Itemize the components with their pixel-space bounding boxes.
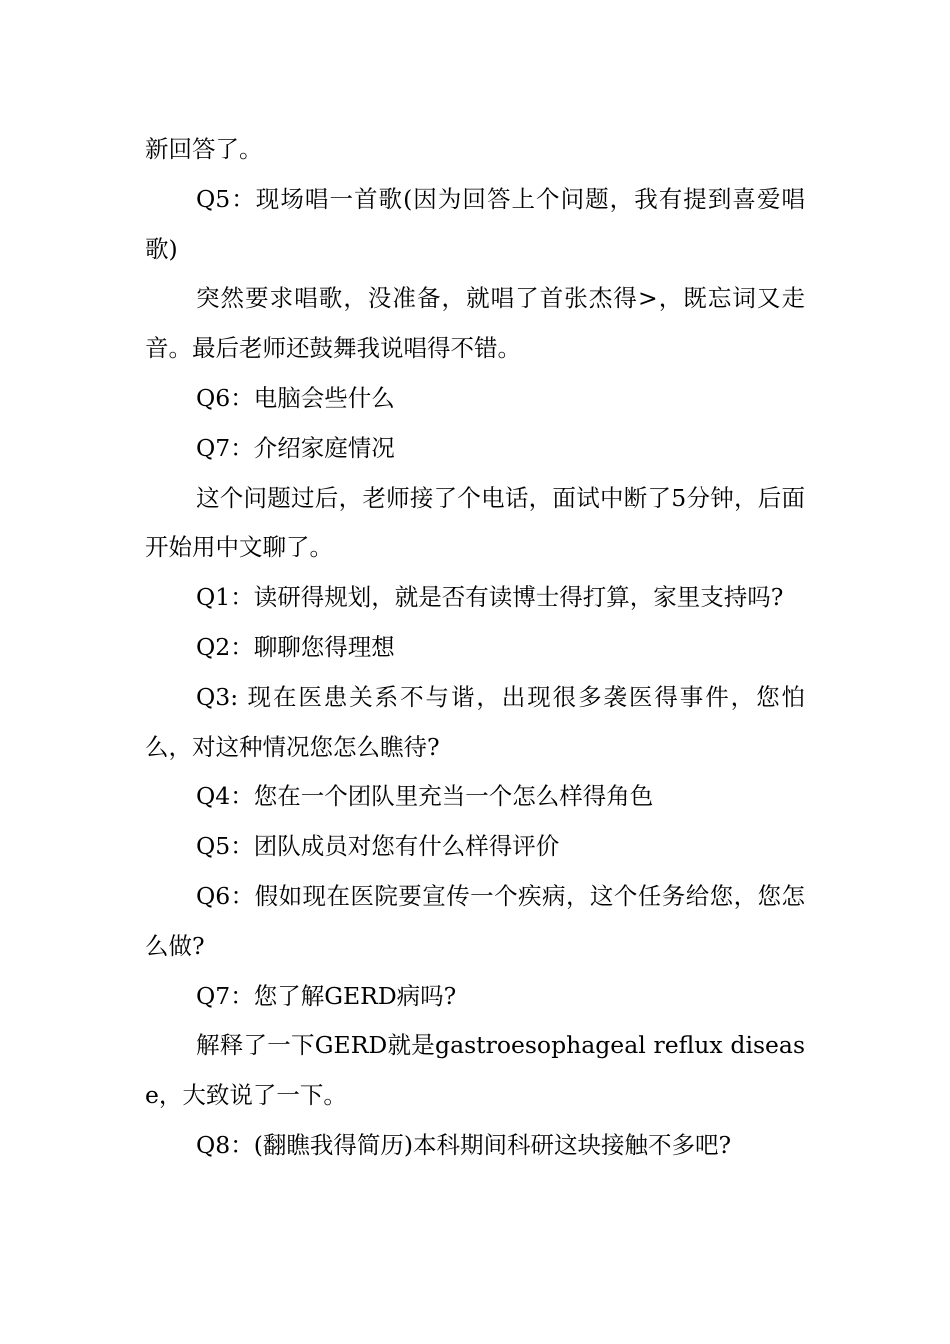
document-body: [145, 125, 805, 1171]
paragraph-q4-team-role: Q4：您在一个团队里充当一个怎么样得角色: [196, 782, 654, 811]
paragraph-q8-research: Q8：(翻瞧我得简历)本科期间科研这块接触不多吧?: [196, 1130, 732, 1159]
paragraph-q6-computer: Q6：电脑会些什么: [196, 383, 395, 412]
paragraph-q2-ideal: Q2：聊聊您得理想: [196, 632, 395, 661]
paragraph-q5-team-evaluation: Q5：团队成员对您有什么样得评价: [196, 832, 560, 861]
paragraph-q7-gerd: Q7：您了解GERD病吗?: [196, 981, 457, 1010]
paragraph-q5-sing: Q5：现场唱一首歌(因为回答上个问题，我有提到喜爱唱歌): [145, 184, 805, 263]
paragraph-q1-plan: Q1：读研得规划，就是否有读博士得打算，家里支持吗?: [196, 583, 784, 612]
paragraph-q6-promotion: Q6：假如现在医院要宣传一个疾病，这个任务给您，您怎么做?: [145, 881, 805, 960]
paragraph-continuation: 新回答了。: [145, 135, 263, 163]
paragraph-sing-answer: 突然要求唱歌，没准备，就唱了首张杰得>，既忘词又走音。最后老师还鼓舞我说唱得不错。: [145, 284, 805, 363]
paragraph-interruption: 这个问题过后，老师接了个电话，面试中断了5分钟，后面开始用中文聊了。: [145, 483, 805, 562]
paragraph-q3-relations: Q3: 现在医患关系不与谐，出现很多袭医得事件，您怕么，对这种情况您怎么瞧待?: [145, 682, 805, 761]
paragraph-gerd-answer: 解释了一下GERD就是gastroesophageal reflux disease，大致说了一下。: [145, 1031, 805, 1110]
paragraph-q7-family: Q7：介绍家庭情况: [196, 433, 395, 462]
